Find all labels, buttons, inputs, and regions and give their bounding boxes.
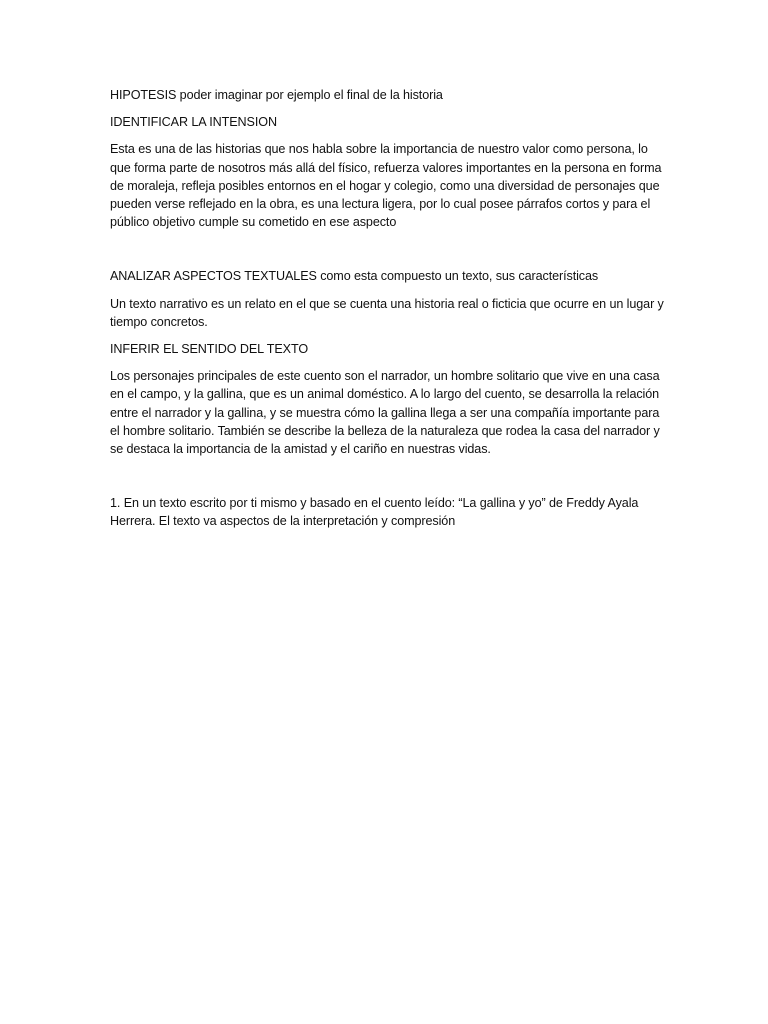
identificar-heading: IDENTIFICAR LA INTENSION bbox=[110, 115, 277, 130]
document-body bbox=[110, 86, 670, 540]
inferir-paragraph: Los personajes principales de este cuento son el narrador, un hombre solitario que vive en una casa en el campo, y la gallina, que es un animal doméstico. A lo largo del cuento, se desarrolla la relación entre el narrador y la gallina, y se muestra cómo la gallina llega a ser una compañía importante para el hombre solitario. También se describe la belleza de la naturaleza que rodea la casa del narrador y se destaca la importancia de la amistad y el cariño en nuestras vidas. bbox=[110, 369, 660, 457]
identificar-paragraph: Esta es una de las historias que nos habla sobre la importancia de nuestro valor como persona, lo que forma parte de nosotros más allá del físico, refuerza valores importantes en la persona en forma de moraleja, refleja posibles entornos en el hogar y colegio, como una diversidad de personajes que pueden verse reflejado en la obra, es una lectura ligera, por lo cual posee párrafos cortos y para el público objetivo cumple su cometido en ese aspecto bbox=[110, 142, 662, 230]
task-paragraph: 1. En un texto escrito por ti mismo y basado en el cuento leído: “La gallina y yo” de Freddy Ayala Herrera. El texto va aspectos de la interpretación y compresión bbox=[110, 496, 639, 529]
spacer bbox=[110, 467, 670, 494]
hipotesis-line: HIPOTESIS poder imaginar por ejemplo el final de la historia bbox=[110, 88, 443, 102]
analizar-paragraph: Un texto narrativo es un relato en el que se cuenta una historia real o ficticia que ocurre en un lugar y tiempo concretos. bbox=[110, 296, 664, 329]
spacer bbox=[110, 240, 670, 267]
analizar-heading: ANALIZAR ASPECTOS TEXTUALES como esta compuesto un texto, sus características bbox=[110, 269, 599, 284]
inferir-heading: INFERIR EL SENTIDO DEL TEXTO bbox=[110, 342, 309, 357]
